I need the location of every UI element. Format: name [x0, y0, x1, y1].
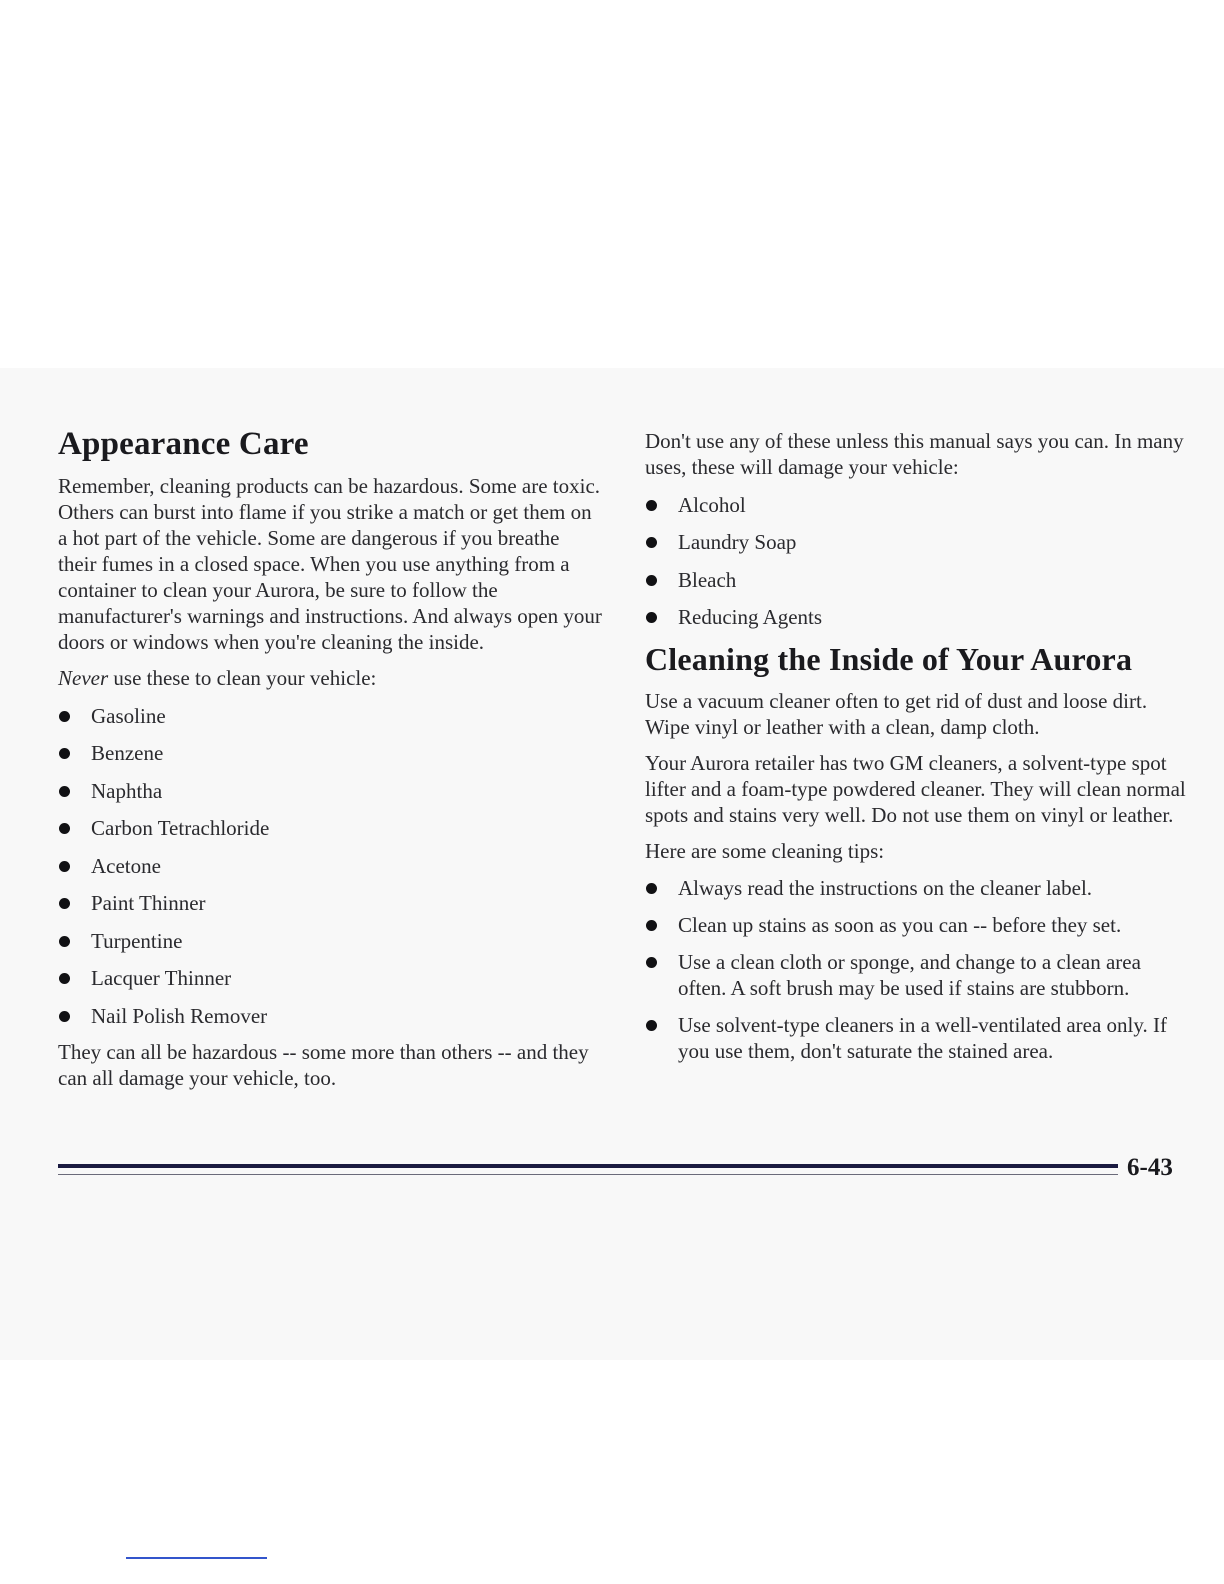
list-item: Paint Thinner: [58, 890, 603, 916]
list-item: Clean up stains as soon as you can -- before they set.: [645, 912, 1190, 938]
list-item: Acetone: [58, 853, 603, 879]
bullet-icon: [646, 612, 657, 623]
list-item: Naphtha: [58, 778, 603, 804]
list-item: Use a clean cloth or sponge, and change to a clean area often. A soft brush may be used if stains are stubborn.: [645, 949, 1190, 1001]
list-item: Always read the instructions on the cleaner label.: [645, 875, 1190, 901]
footer-rule: [58, 1164, 1118, 1168]
appearance-care-heading: Appearance Care: [58, 426, 309, 462]
bullet-icon: [646, 957, 657, 968]
bullet-icon: [59, 898, 70, 909]
footer-rule-thin: [58, 1174, 1118, 1175]
bullet-icon: [59, 1011, 70, 1022]
list-item: Laundry Soap: [645, 529, 1190, 555]
never-use-list: [58, 703, 603, 1029]
bullet-icon: [59, 711, 70, 722]
bullet-icon: [59, 936, 70, 947]
bullet-icon: [646, 920, 657, 931]
cleaning-tips-list: [645, 875, 1190, 1064]
bullet-icon: [646, 500, 657, 511]
bullet-icon: [59, 823, 70, 834]
page-number: 6-43: [1127, 1154, 1173, 1181]
link-underline[interactable]: [126, 1557, 267, 1559]
bullet-icon: [59, 786, 70, 797]
avoid-intro-paragraph: Don't use any of these unless this manual says you can. In many uses, these will damage your vehicle:: [645, 429, 1184, 479]
never-use-paragraph: [58, 665, 603, 691]
bullet-icon: [59, 861, 70, 872]
tips-intro: Here are some cleaning tips:: [645, 839, 885, 863]
manual-page: [0, 368, 1224, 1360]
bullet-icon: [646, 883, 657, 894]
bullet-icon: [646, 1020, 657, 1031]
bullet-icon: [59, 748, 70, 759]
hazard-intro-paragraph: Remember, cleaning products can be hazardous. Some are toxic. Others can burst into flame if you strike a match or get them on a hot part of the vehicle. Some are dangerous if you breathe their fumes in a closed space. When you use anything from a container to clean your Aurora, be sure to follow the manufacturer's warnings and instructions. And always open your doors or windows when you're cleaning the inside.: [58, 474, 602, 654]
list-item: Bleach: [645, 567, 1190, 593]
list-item: Alcohol: [645, 492, 1190, 518]
list-item: Carbon Tetrachloride: [58, 815, 603, 841]
avoid-list: [645, 492, 1190, 631]
list-item: Turpentine: [58, 928, 603, 954]
list-item: Benzene: [58, 740, 603, 766]
list-item: Gasoline: [58, 703, 603, 729]
list-item: Use solvent-type cleaners in a well-ventilated area only. If you use them, don't saturate the stained area.: [645, 1012, 1190, 1064]
never-use-text: use these to clean your vehicle:: [108, 666, 377, 690]
list-item: Nail Polish Remover: [58, 1003, 603, 1029]
bullet-icon: [646, 537, 657, 548]
left-column: [58, 368, 603, 1091]
bullet-icon: [646, 575, 657, 586]
right-column: [645, 368, 1190, 1064]
vacuum-paragraph: Use a vacuum cleaner often to get rid of dust and loose dirt. Wipe vinyl or leather with a clean, damp cloth.: [645, 689, 1148, 739]
list-item: Reducing Agents: [645, 604, 1190, 630]
list-item: Lacquer Thinner: [58, 965, 603, 991]
cleaning-inside-heading: Cleaning the Inside of Your Aurora: [645, 641, 1133, 677]
never-word: Never: [58, 666, 109, 690]
hazard-outro-paragraph: They can all be hazardous -- some more than others -- and they can all damage your vehicle, too.: [58, 1039, 589, 1090]
bullet-icon: [59, 973, 70, 984]
gm-cleaners-paragraph: Your Aurora retailer has two GM cleaners, a solvent-type spot lifter and a foam-type powdered cleaner. They will clean normal spots and stains very well. Do not use them on vinyl or leather.: [645, 751, 1186, 827]
